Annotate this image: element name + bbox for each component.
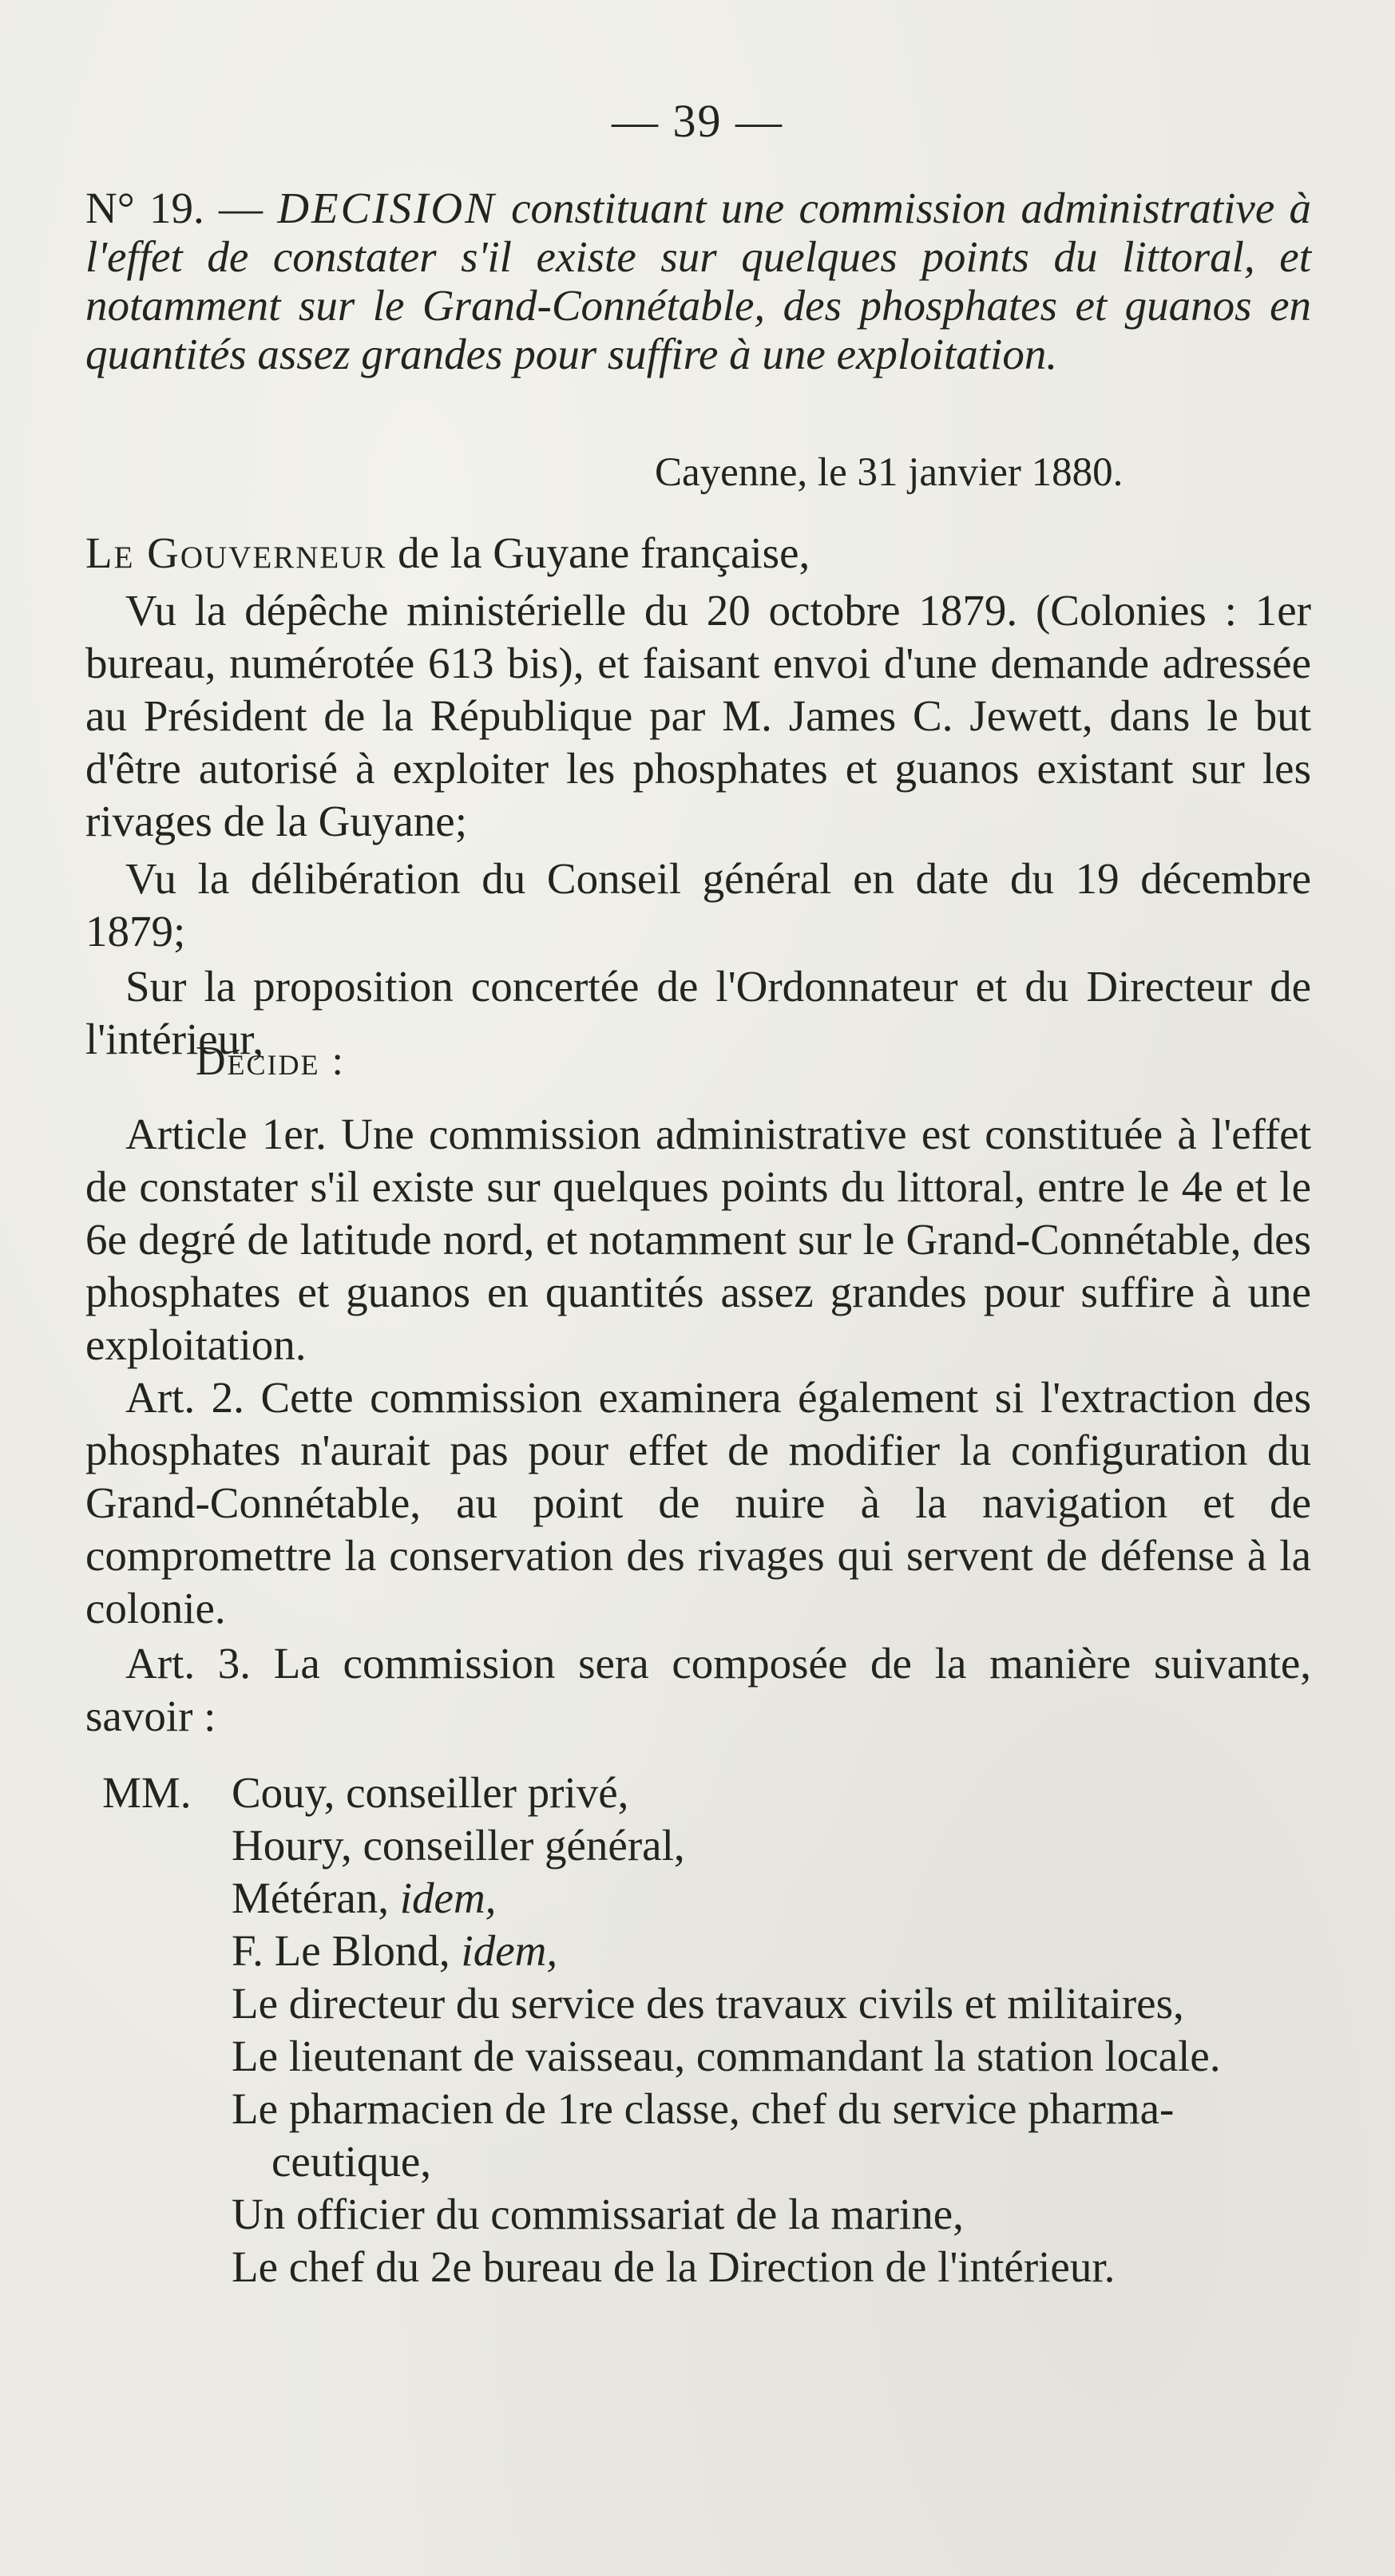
page-number: — 39 — xyxy=(612,95,783,147)
decision-number: N° 19. — xyxy=(85,184,278,232)
list-item xyxy=(102,2135,1332,2188)
consideration-1: Vu la dépêche ministérielle du 20 octobre 1879. (Colonies : 1er bureau, numérotée 613 bis), et faisant envoi d'une demande adressée au Président de la République par M. James C. Jewett, dans le but d'être autorisé à exploiter les phosphates et guanos existant sur les rivages de la Guyane; xyxy=(85,586,1311,845)
governor-title: Le Gouverneur xyxy=(85,528,387,577)
list-item xyxy=(102,1925,1332,1977)
decision-description: constituant une commission administrative à l'effet de constater s'il existe sur quelques points du littoral, et notamment sur le Grand-Connétable, des phosphates et guanos en quantités assez grandes pour suffire à une exploitation. xyxy=(85,184,1311,378)
list-item xyxy=(102,1977,1332,2030)
list-item xyxy=(102,1819,1332,1872)
member-name: F. Le Blond, xyxy=(232,1926,450,1975)
dateline: Cayenne, le 31 janvier 1880. xyxy=(655,450,1124,495)
member-role: idem, xyxy=(450,1926,558,1975)
member-name: Le chef du 2e bureau de la Direction de l'intérieur. xyxy=(232,2242,1116,2291)
members-lead: MM. xyxy=(102,1768,192,1817)
article-3: Art. 3. La commission sera composée de la manière suivante, savoir : xyxy=(85,1639,1311,1740)
member-name: Couy, xyxy=(232,1768,335,1817)
list-item xyxy=(102,2188,1332,2241)
decision-heading xyxy=(85,184,1311,378)
member-name: Météran, xyxy=(232,1874,389,1922)
list-item xyxy=(102,2083,1332,2135)
article-2: Art. 2. Cette commission examinera également si l'extraction des phosphates n'aurait pas pour effet de modifier la configuration du Grand-Connétable, au point de nuire à la navigation et de compromettre la conservation des rivages qui servent de défense à la colonie. xyxy=(85,1373,1311,1632)
list-item xyxy=(102,1872,1332,1925)
consideration-3: Sur la proposition concertée de l'Ordonnateur et du Directeur de l'intérieur, xyxy=(85,962,1311,1063)
member-role: idem, xyxy=(389,1874,497,1922)
governor-rest: de la Guyane française, xyxy=(386,528,810,577)
decide-heading: Décide : xyxy=(196,1039,345,1084)
decision-title: DECISION xyxy=(277,184,497,232)
list-item xyxy=(102,2030,1332,2083)
member-role: conseiller général, xyxy=(351,1821,685,1870)
consideration-2: Vu la délibération du Conseil général en date du 19 décembre 1879; xyxy=(85,854,1311,956)
preamble xyxy=(85,527,1311,580)
member-role: conseiller privé, xyxy=(335,1768,629,1817)
list-item xyxy=(102,1767,1332,1819)
member-name: Le directeur du service des travaux civils et militaires, xyxy=(232,1979,1184,2028)
member-name: Le pharmacien de 1re classe, chef du service pharma- xyxy=(232,2084,1175,2133)
member-name: Le lieutenant de vaisseau, commandant la station locale. xyxy=(232,2032,1221,2080)
member-name: Houry, xyxy=(232,1821,352,1870)
list-item xyxy=(102,2241,1332,2293)
article-1: Article 1er. Une commission administrative est constituée à l'effet de constater s'il existe sur quelques points du littoral, entre le 4e et le 6e degré de latitude nord, et notamment sur le Grand-Connétable, des phosphates et guanos en quantités assez grandes pour suffire à une exploitation. xyxy=(85,1110,1311,1369)
member-name: Un officier du commissariat de la marine, xyxy=(232,2190,964,2238)
member-name-continued: ceutique, xyxy=(271,2137,432,2186)
members-list xyxy=(102,1767,1332,2293)
